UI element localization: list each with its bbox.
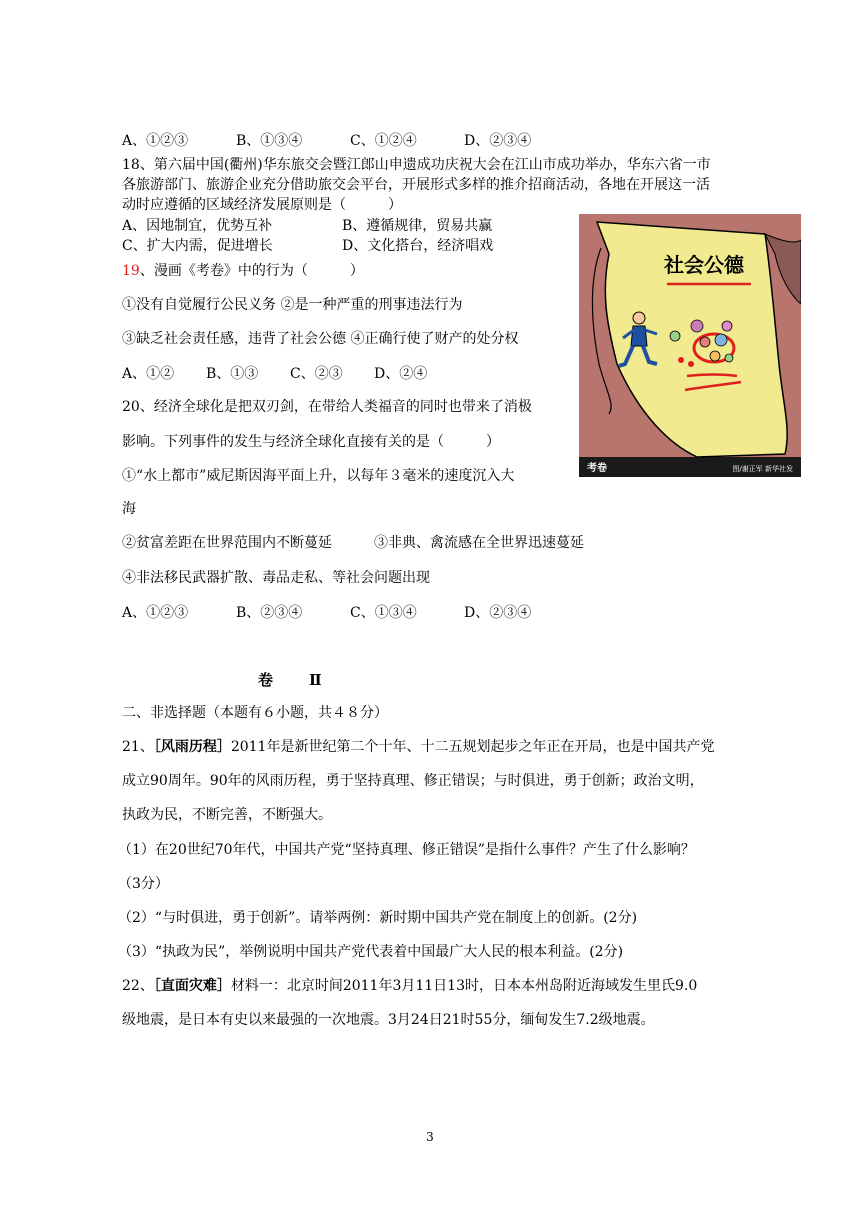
q20-item1-line1: ①“水上都市”威尼斯因海平面上升，以每年３毫米的速度沉入大 — [122, 468, 515, 484]
cartoon-illustration — [579, 214, 801, 477]
q19-item1: ①没有自觉履行公民义务 ②是一种严重的刑事违法行为 — [122, 297, 463, 313]
q21-sub1-line2: （3分） — [118, 876, 169, 892]
q21-tag: ［风雨历程］ — [153, 739, 231, 755]
q21-sub2: （2）“与时俱进，勇于创新”。请举两例：新时期中国共产党在制度上的创新。(2分) — [118, 910, 638, 926]
cartoon-caption-right: 图/谢正军 新华社发 — [732, 465, 793, 473]
q19-stem-text: 、漫画《考卷》中的行为（ ） — [139, 263, 364, 279]
q20-options — [122, 604, 531, 622]
section-heading: 二、非选择题（本题有６小题，共４８分） — [122, 705, 388, 721]
q21-line2: 成立90周年。90年的风雨历程，勇于坚持真理、修正错误；与时俱进，勇于创新；政治文明， — [122, 773, 704, 789]
cartoon-caption-left: 考卷 — [587, 463, 607, 474]
q22-line1-text: 材料一：北京时间2011年3月11日13时，日本本州岛附近海域发生里氏9.0 — [230, 978, 698, 994]
q17-option-c: C、①②④ — [350, 133, 417, 149]
cartoon-sign-text: 社会公德 — [664, 253, 744, 277]
q19-stem — [122, 262, 364, 280]
q17-options — [122, 132, 531, 150]
page-number: 3 — [426, 1130, 434, 1144]
q20-item1-line2: 海 — [122, 501, 136, 517]
q21-line1-text: 2011年是新世纪第二个十年、十二五规划起步之年正在开局，也是中国共产党 — [230, 739, 715, 755]
q19-option-a: A、①② — [122, 366, 175, 382]
q22-tag: ［直面灾难］ — [153, 978, 231, 994]
q18-stem-line2: 各旅游部门、旅游企业充分借助旅交会平台，开展形式多样的推介招商活动，各地在开展这一活 — [122, 177, 710, 193]
q18-option-b: B、遵循规律，贸易共赢 — [342, 218, 493, 234]
q18-options-row1 — [122, 217, 492, 235]
q20-option-d: D、②③④ — [464, 605, 532, 621]
q21-sub3: （3）“执政为民”，举例说明中国共产党代表着中国最广大人民的根本利益。(2分) — [118, 944, 624, 960]
q18-stem-line3: 动时应遵循的区域经济发展原则是（ ） — [122, 197, 402, 213]
q17-option-d: D、②③④ — [464, 133, 532, 149]
q19-options — [122, 365, 427, 383]
q22-line1 — [122, 977, 697, 995]
section-title: 卷 Ⅱ — [258, 671, 324, 689]
q18-options-row2 — [122, 237, 493, 255]
q17-option-a: A、①②③ — [122, 133, 189, 149]
q18-stem-line1: 18、第六届中国(衢州)华东旅交会暨江郎山申遗成功庆祝大会在江山市成功举办，华东六省一市 — [122, 157, 711, 173]
q20-stem-line1: 20、经济全球化是把双刃剑，在带给人类福音的同时也带来了消极 — [122, 399, 532, 415]
q19-option-c: C、②③ — [290, 366, 343, 382]
q21-line3: 执政为民，不断完善，不断强大。 — [122, 807, 332, 823]
q20-stem-line2: 影响。下列事件的发生与经济全球化直接有关的是（ ） — [122, 434, 500, 450]
q17-option-b: B、①③④ — [236, 133, 303, 149]
q20-item3: ④非法移民武器扩散、毒品走私、等社会问题出现 — [122, 570, 430, 586]
q19-number: 19 — [122, 263, 140, 279]
q19-option-b: B、①③ — [206, 366, 259, 382]
q20-option-a: A、①②③ — [122, 605, 189, 621]
q20-option-b: B、②③④ — [236, 605, 303, 621]
q19-option-d: D、②④ — [374, 366, 428, 382]
q19-item2: ③缺乏社会责任感，违背了社会公德 ④正确行使了财产的处分权 — [122, 331, 519, 347]
q22-number: 22、 — [122, 978, 154, 994]
q18-option-c: C、扩大内需，促进增长 — [122, 238, 273, 254]
q20-option-c: C、①③④ — [350, 605, 417, 621]
q21-sub1-line1: （1）在20世纪70年代，中国共产党“坚持真理、修正错误”是指什么事件？产生了什么影响？ — [118, 842, 695, 858]
q21-line1 — [122, 738, 714, 756]
q21-number: 21、 — [122, 739, 154, 755]
exam-paper-cartoon — [579, 214, 801, 477]
q18-option-d: D、文化搭台，经济唱戏 — [342, 238, 494, 254]
q22-line2: 级地震，是日本有史以来最强的一次地震。3月24日21时55分，缅甸发生7.2级地震。 — [122, 1012, 655, 1028]
q20-item2: ②贫富差距在世界范围内不断蔓延 ③非典、禽流感在全世界迅速蔓延 — [122, 535, 584, 551]
q18-option-a: A、因地制宜，优势互补 — [122, 218, 273, 234]
